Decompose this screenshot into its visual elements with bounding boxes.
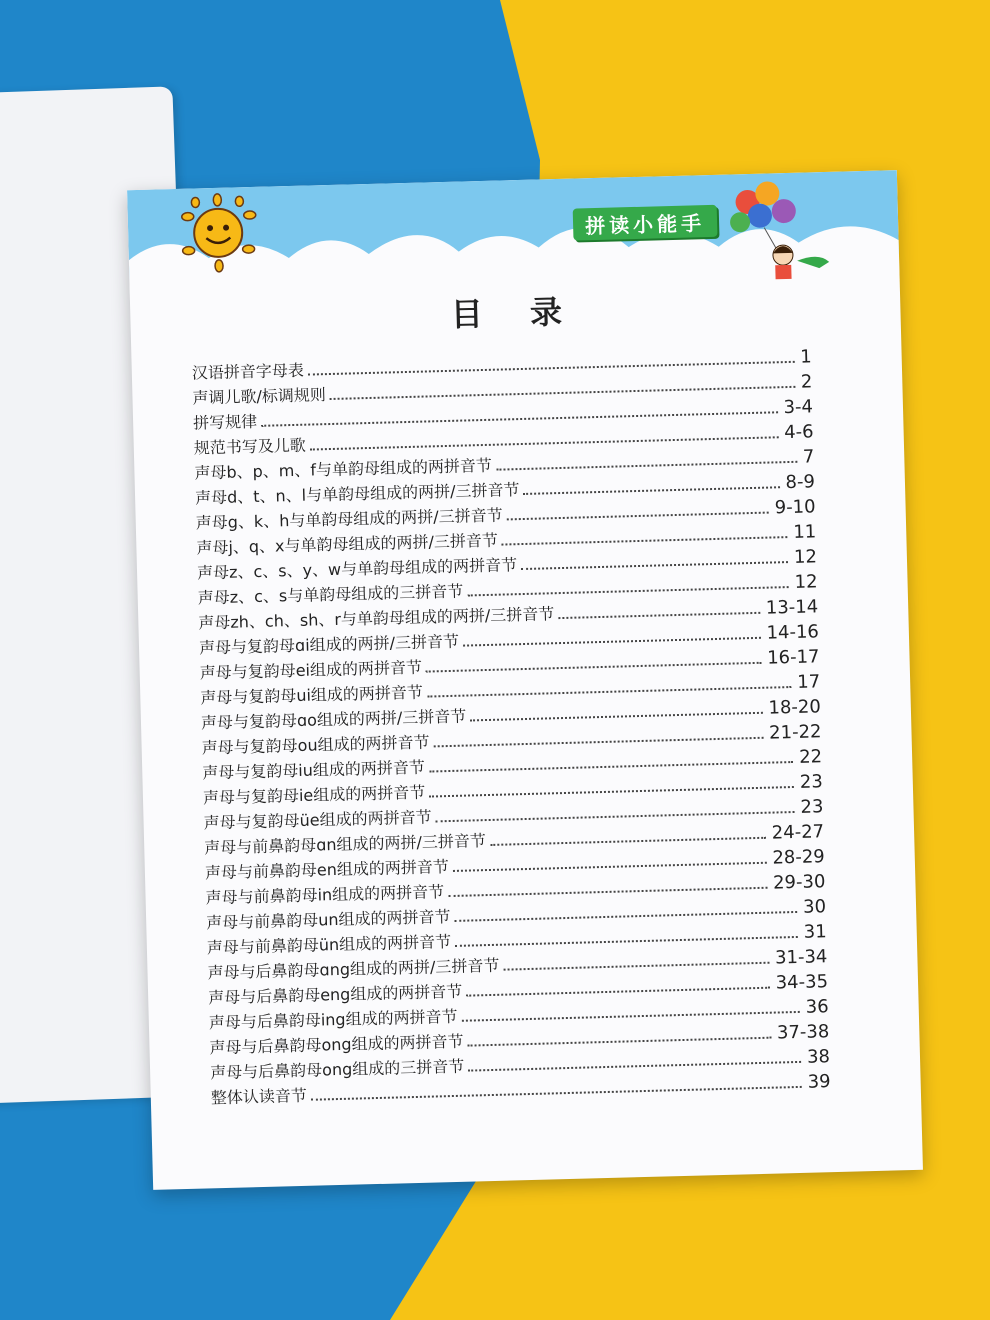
book-page: [127, 170, 923, 1190]
toc-label: 拼写规律: [192, 411, 258, 433]
toc-label: 声母与复韵母ɑo组成的两拼/三拼音节: [200, 706, 467, 733]
toc-page: 29-30: [772, 871, 826, 894]
toc-label: 声母b、p、m、f与单韵母组成的两拼音节: [194, 455, 493, 483]
toc-page: 31: [803, 921, 827, 943]
table-of-contents: [191, 342, 830, 1108]
toc-page: 4-6: [783, 421, 814, 444]
toc-page: 34-35: [775, 971, 829, 994]
toc-label: 声母与复韵母ie组成的两拼音节: [202, 782, 426, 808]
toc-page: 14-16: [766, 621, 820, 644]
toc-page: 38: [806, 1046, 831, 1068]
toc-page: 13-14: [765, 596, 819, 619]
toc-page: 17: [796, 671, 821, 693]
toc-label: 声母d、t、n、l与单韵母组成的两拼/三拼音节: [194, 480, 520, 508]
toc-label: 声母与复韵母ɑi组成的两拼/三拼音节: [198, 631, 460, 658]
toc-page: 23: [799, 771, 824, 793]
toc-label: 声母与复韵母üe组成的两拼音节: [203, 807, 432, 833]
toc-page: 9-10: [774, 496, 816, 519]
toc-page: 3-4: [783, 396, 814, 419]
toc-page: 1: [799, 346, 812, 368]
toc-label: 声母与后鼻韵母eng组成的两拼音节: [207, 981, 463, 1008]
toc-label: 声调儿歌/标调规则: [192, 385, 327, 408]
toc-label: 声母与前鼻韵母un组成的两拼音节: [206, 907, 451, 933]
toc-page: 16-17: [766, 646, 820, 669]
toc-page: 28-29: [772, 846, 826, 869]
toc-page: 30: [802, 896, 827, 918]
toc-leader: [558, 612, 760, 619]
toc-label: 声母与前鼻韵母in组成的两拼音节: [205, 882, 445, 908]
toc-page: 7: [802, 446, 815, 468]
toc-label: 整体认读音节: [210, 1085, 308, 1108]
toc-page: 12: [793, 546, 818, 568]
toc-label: 声母与后鼻韵母ong组成的两拼音节: [209, 1031, 464, 1058]
toc-label: 声母z、c、s、y、w与单韵母组成的两拼音节: [196, 555, 518, 583]
toc-label: 声母zh、ch、sh、r与单韵母组成的两拼/三拼音节: [198, 604, 555, 633]
toc-page: 36: [805, 996, 829, 1018]
toc-page: 2: [800, 371, 813, 393]
toc-label: 声母与复韵母ui组成的两拼音节: [200, 682, 424, 708]
toc-label: 声母与前鼻韵母ɑn组成的两拼/三拼音节: [204, 831, 487, 858]
toc-label: 汉语拼音字母表: [191, 360, 305, 383]
toc-label: 声母与前鼻韵母ün组成的两拼音节: [206, 932, 452, 958]
toc-label: 声母z、c、s与单韵母组成的三拼音节: [197, 581, 464, 608]
toc-leader: [311, 1086, 802, 1101]
book-title-badge: 拼读小能手: [573, 205, 718, 241]
toc-page: 18-20: [768, 696, 822, 719]
toc-label: 声母与后鼻韵母ɑng组成的两拼/三拼音节: [207, 955, 500, 983]
toc-page: 8-9: [785, 471, 816, 494]
toc-label: 声母与后鼻韵母ong组成的三拼音节: [209, 1056, 465, 1083]
toc-page: 21-22: [768, 721, 822, 744]
toc-page: 37-38: [776, 1021, 830, 1044]
toc-page: 11: [793, 521, 817, 543]
toc-label: 声母j、q、x与单韵母组成的两拼/三拼音节: [196, 530, 499, 558]
toc-label: 规范书写及儿歌: [193, 435, 307, 458]
toc-heading: 目 录: [450, 292, 581, 334]
toc-label: 声母与后鼻韵母ing组成的两拼音节: [208, 1006, 458, 1033]
toc-page: 23: [800, 796, 824, 818]
toc-label: 声母与复韵母iu组成的两拼音节: [202, 757, 426, 783]
toc-page: 24-27: [771, 821, 825, 844]
toc-label: 声母与前鼻韵母en组成的两拼音节: [204, 857, 450, 883]
toc-page: 22: [798, 746, 823, 768]
toc-label: 声母g、k、h与单韵母组成的两拼/三拼音节: [195, 505, 503, 533]
toc-label: 声母与复韵母ei组成的两拼音节: [199, 657, 423, 683]
toc-label: 声母与复韵母ou组成的两拼音节: [201, 732, 430, 758]
toc-page: 31-34: [774, 946, 828, 969]
toc-page: 12: [794, 571, 818, 593]
toc-page: 39: [807, 1071, 831, 1093]
